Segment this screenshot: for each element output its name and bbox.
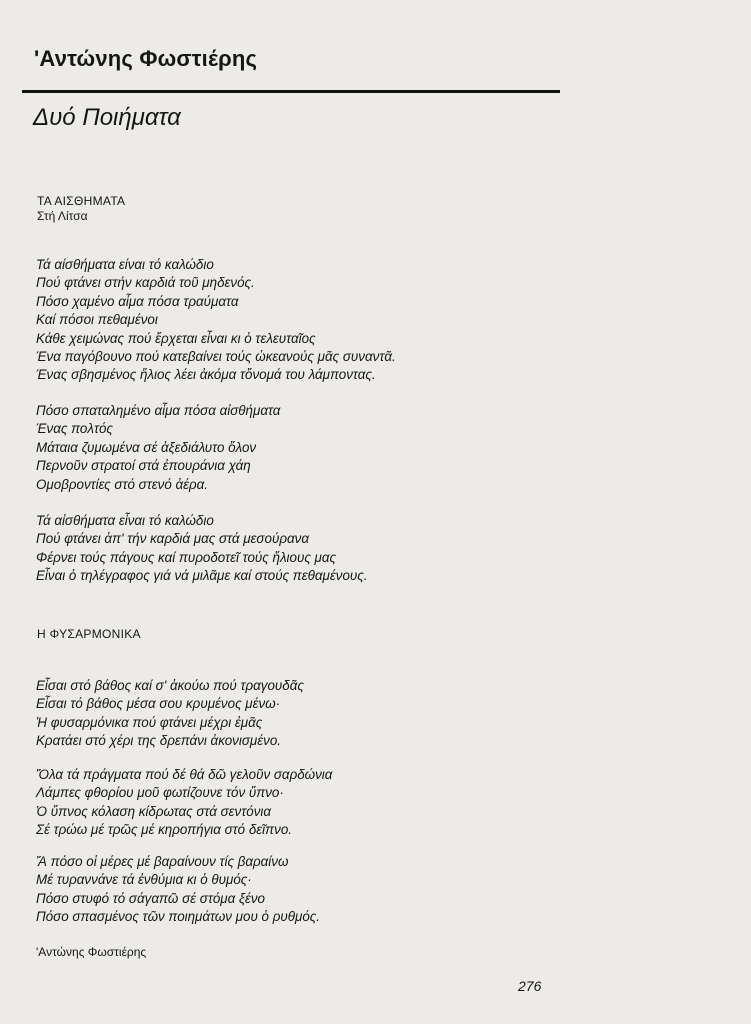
poem-stanza bbox=[36, 853, 320, 927]
poem-line: Πόσο σπασμένος τῶν ποιημάτων μου ὁ ρυθμός. bbox=[36, 909, 321, 925]
poem-line: Μάταια ζυμωμένα σέ ἀξεδιάλυτο ὅλον bbox=[36, 439, 257, 455]
poem-line: Πού φτάνει ἀπ' τήν καρδιά μας στά μεσούρανα bbox=[36, 531, 309, 547]
poem-line: Πού φτάνει στήν καρδιά τοῦ μηδενός. bbox=[36, 275, 255, 291]
poem-line: Κάθε χειμώνας πού ἔρχεται εἶναι κι ὁ τελευταῖος bbox=[36, 330, 316, 346]
poem-line: Περνοῦν στρατοί στά ἐπουράνια χάη bbox=[36, 458, 251, 474]
poem-line: Σέ τρώω μέ τρῶς μέ κηροπήγια στό δεῖπνο. bbox=[36, 822, 292, 838]
poem-dedication: Στή Λίτσα bbox=[37, 209, 88, 223]
poem-line: Εἶσαι τό βάθος μέσα σου κρυμένος μένω· bbox=[36, 696, 281, 712]
poem-line: Ὅλα τά πράγματα πού δέ θά δῶ γελοῦν σαρδώνια bbox=[36, 767, 333, 782]
poem-line: Πόσο χαμένο αἷμα πόσα τραύματα bbox=[36, 293, 239, 309]
poem-line: Ἄ πόσο οἱ μέρες μέ βαραίνουν τίς βαραίνω bbox=[36, 854, 289, 869]
poem-stanza bbox=[36, 766, 332, 840]
poem-stanza bbox=[36, 677, 304, 751]
author-signature: 'Αντώνης Φωστιέρης bbox=[36, 945, 147, 959]
page-subtitle: Δυό Ποιήματα bbox=[33, 104, 181, 131]
poem-line: Φέρνει τούς πάγους καί πυροδοτεῖ τούς ἥλιους μας bbox=[36, 549, 337, 565]
poem-line: Εἶναι ὁ τηλέγραφος γιά νά μιλᾶμε καί στούς πεθαμένους. bbox=[36, 568, 368, 584]
poem-line: Κρατάει στό χέρι της δρεπάνι ἀκονισμένο. bbox=[36, 733, 282, 749]
poem-line: Ένας πολτός bbox=[36, 421, 113, 437]
poem-line: Καί πόσοι πεθαμένοι bbox=[36, 312, 158, 328]
poem-line: Λάμπες φθορίου μοῦ φωτίζουνε τόν ὕπνο· bbox=[36, 785, 284, 801]
header-rule bbox=[22, 90, 560, 93]
poem-title: ΤΑ ΑΙΣΘΗΜΑΤΑ bbox=[37, 194, 126, 208]
poem-line: Ένας σβησμένος ἥλιος λέει ἀκόμα τὄνομά του λάμποντας. bbox=[36, 367, 376, 383]
page-number: 276 bbox=[518, 978, 542, 994]
poem-stanza bbox=[36, 402, 280, 494]
poem-line: Ὁ ὕπνος κόλαση κίδρωτας στά σεντόνια bbox=[36, 803, 272, 819]
poem-title: Η ΦΥΣΑΡΜΟΝΙΚΑ bbox=[37, 627, 141, 641]
poem-line: Τά αίσθήματα είναι τό καλώδιο bbox=[36, 257, 214, 272]
poem-line: Πόσο σπαταλημένο αἷμα πόσα αἰσθήματα bbox=[36, 403, 281, 418]
poem-stanza bbox=[36, 256, 396, 385]
poem-line: Εἶσαι στό βάθος καί σ' ἀκούω πού τραγουδᾶς bbox=[36, 678, 304, 693]
author-header: 'Αντώνης Φωστιέρης bbox=[34, 46, 258, 71]
poem-stanza bbox=[36, 512, 368, 586]
poem-line: Ἡ φυσαρμόνικα πού φτάνει μέχρι ἐμᾶς bbox=[36, 714, 263, 730]
poem-line: Πόσο στυφό τό σάγαπῶ σέ στόμα ξένο bbox=[36, 890, 265, 906]
poem-line: Τά αἰσθήματα εἶναι τό καλώδιο bbox=[36, 513, 214, 528]
poem-line: Μέ τυραννάνε τά ἐνθύμια κι ὁ θυμός· bbox=[36, 872, 252, 888]
poem-line: Ομοβροντίες στό στενό ἀέρα. bbox=[36, 476, 209, 492]
poem-line: Ένα παγόβουνο πού κατεβαίνει τούς ὠκεανούς μᾶς συναντᾶ. bbox=[36, 349, 396, 365]
